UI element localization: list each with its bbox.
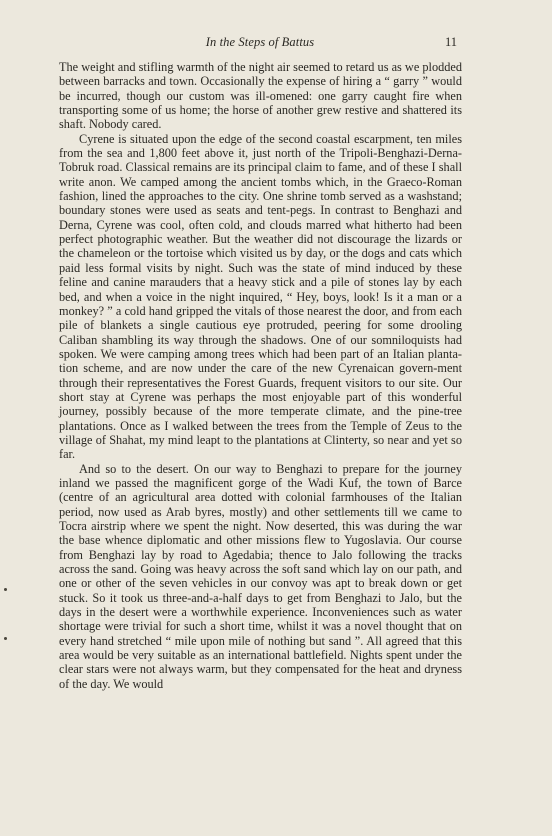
running-title: In the Steps of Battus <box>205 35 315 49</box>
paragraph-3: And so to the desert. On our way to Benghazi to prepare for the journey inland we passed the magnificent gorge of the Wadi Kuf, the town of Barce (centre of an agricultural area dotted with colonial farmhouses of the Italian period, now used as Arab byres, mostly) and other settlements till we came to Tocra airstrip where we spent the night. Now deserted, this was during the war the base whence diplomatic and other missions flew to Yugoslavia. Our course from Benghazi lay by road to Agedabia; thence to Jalo following the tracks across the sand. Going was heavy across the soft sand which lay on our path, and one or other of the seven vehicles in our convoy was apt to break down or get stuck. So it took us three-and-a-half days to get from Benghazi to Jalo, but the days in the desert were a worthwhile experience. Inconveniences such as water shortage were trivial for such a short time, whilst it was a novel thought that on every hand stretched “ mile upon mile of nothing but sand ”. All agreed that this area would be very suitable as an international battlefield. Nights spent under the clear stars were not always warm, but they compensated for the heat and dryness of the day. We would <box>59 461 462 691</box>
paragraph-2: Cyrene is situated upon the edge of the second coastal escarpment, ten miles from the sea and 1,800 feet above it, just north of the Tripoli-Benghazi-Derna-Tobruk road. Classical remains are its principal claim to fame, and of these I shall write anon. We camped among the ancient tombs which, in the Graeco-Roman fashion, lined the approaches to the city. One shrine tomb served as a washstand; boundary stones were used as seats and tent-pegs. In contrast to Benghazi and Derna, Cyrene was cool, often cold, and clouds marred what hitherto had been perfect photographic weather. But the weather did not discourage the lizards or the chameleon or the tortoise which visited us by day, or the dogs and cats which paid less formal visits by night. Such was the state of mind induced by these feline and canine marauders that a heavy stick and a pile of stones lay by each bed, and when a voice in the night inquired, “ Hey, boys, look! Is it a man or a monkey? ” a cold hand gripped the vitals of those nearest the door, and from each pile of blankets a single cautious eye protruded, peering for some drooling Caliban shambling its way through the shadows. One of our somniloquists had spoken. We were camping among trees which had been part of an Italian planta-tion scheme, and are now under the care of the new Cyrenaican govern-ment through their representatives the Forest Guards, frequent visitors to our site. Our short stay at Cyrene was perhaps the most enjoyable part of this wonderful journey, possibly because of the more temperate climate, and the pine-tree plantations. Once as I walked between the trees from the Temple of Zeus to the village of Shahat, my mind leapt to the plantations at Clinterty, so near and yet so far. <box>59 131 462 462</box>
body-text <box>59 60 462 691</box>
margin-speck <box>4 637 7 640</box>
margin-speck <box>4 588 7 591</box>
paragraph-1: The weight and stifling warmth of the night air seemed to retard us as we plodded between barracks and town. Occasionally the expense of hiring a “ garry ” would be incurred, though our custom was ill-omened: one garry caught fire when transporting some of us home; the horse of another grew restive and shattered its shaft. Nobody cared. <box>59 60 462 132</box>
page-number: 11 <box>445 35 458 49</box>
